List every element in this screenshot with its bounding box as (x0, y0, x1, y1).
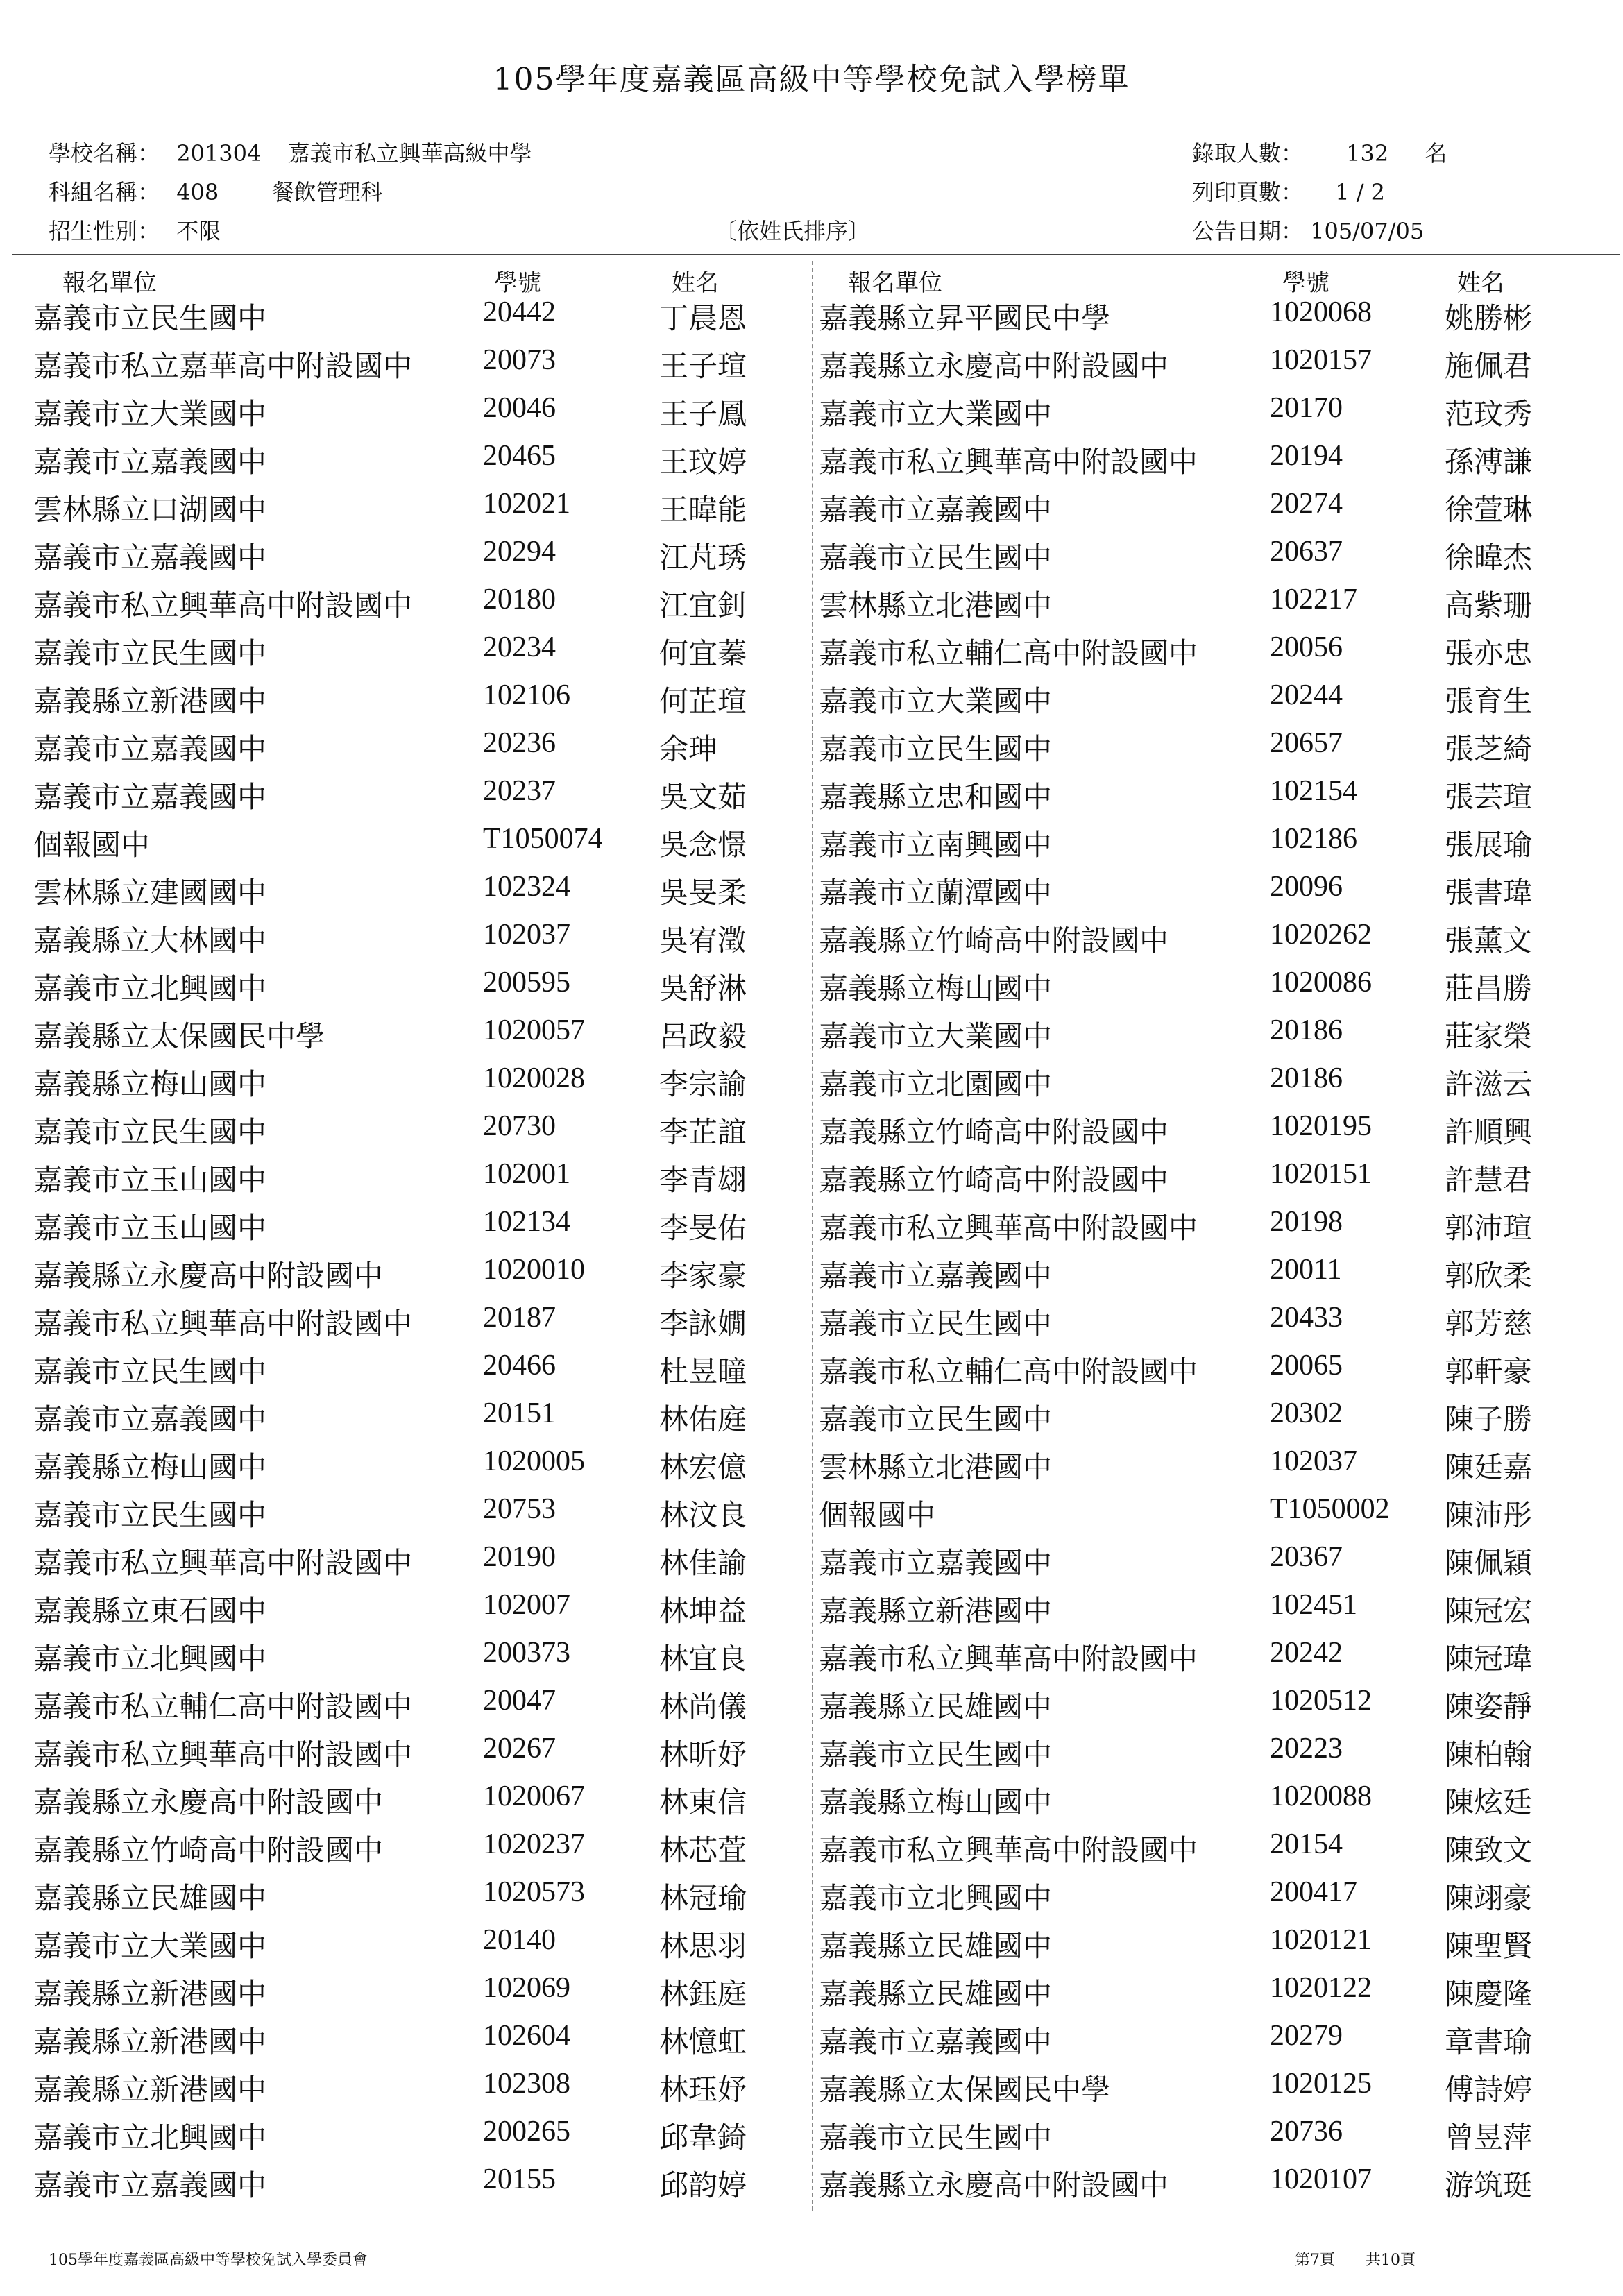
student-id: 20753 (483, 1493, 556, 1525)
school-unit: 嘉義縣立大林國中 (33, 924, 267, 958)
right-col-unit-header: 報名單位 (848, 269, 942, 297)
student-name: 林東信 (659, 1785, 747, 1819)
school-unit: 嘉義市私立興華高中附設國中 (819, 1642, 1198, 1676)
student-id: 20367 (1270, 1541, 1343, 1573)
right-col-id-header: 學號 (1282, 269, 1329, 297)
school-unit: 嘉義市立民生國中 (819, 1737, 1053, 1771)
student-id: 102021 (483, 488, 570, 520)
school-unit: 嘉義市立民生國中 (819, 1307, 1053, 1341)
dept-name: 餐飲管理科 (271, 179, 383, 205)
school-unit: 嘉義市立民生國中 (33, 1498, 267, 1532)
student-id: 20154 (1270, 1828, 1343, 1860)
student-name: 郭芳慈 (1445, 1307, 1533, 1341)
school-unit: 嘉義市立嘉義國中 (33, 2168, 267, 2202)
student-name: 杜昱瞳 (659, 1354, 747, 1388)
student-name: 陳子勝 (1445, 1402, 1533, 1436)
student-id: 102217 (1270, 584, 1357, 615)
student-name: 許順興 (1445, 1115, 1533, 1149)
student-name: 曾昱萍 (1445, 2120, 1533, 2154)
school-unit: 嘉義縣立竹崎高中附設國中 (819, 1163, 1169, 1197)
school-label: 學校名稱： (49, 140, 160, 167)
school-unit: 嘉義市私立輔仁高中附設國中 (819, 636, 1198, 670)
school-unit: 嘉義縣立東石國中 (33, 1594, 267, 1628)
student-id: 1020005 (483, 1445, 585, 1477)
student-name: 林汶良 (659, 1498, 747, 1532)
student-id: 200595 (483, 967, 570, 998)
student-id: 20194 (1270, 440, 1343, 472)
dept-info-row (49, 175, 382, 207)
student-id: 1020195 (1270, 1110, 1372, 1142)
date-value: 105/07/05 (1310, 218, 1425, 244)
student-name: 張芸瑄 (1445, 780, 1533, 814)
left-col-name-header: 姓名 (672, 269, 719, 297)
student-name: 江芃琇 (659, 541, 747, 575)
student-id: 20279 (1270, 2020, 1343, 2052)
student-id: 102106 (483, 679, 570, 711)
student-name: 姚勝彬 (1445, 301, 1533, 335)
footer-page: 第7頁 (1295, 2252, 1335, 2269)
school-unit: 嘉義縣立忠和國中 (819, 780, 1053, 814)
student-name: 吳旻柔 (659, 876, 747, 910)
student-name: 陳柏翰 (1445, 1737, 1533, 1771)
student-name: 范玟秀 (1445, 397, 1533, 431)
student-id: 20056 (1270, 631, 1343, 663)
student-id: 102007 (483, 1589, 570, 1621)
student-id: 20140 (483, 1924, 556, 1956)
student-name: 林冠瑜 (659, 1881, 747, 1915)
student-name: 林憶虹 (659, 2025, 747, 2059)
student-name: 游筑珽 (1445, 2168, 1533, 2202)
school-unit: 嘉義縣立新港國中 (33, 2073, 267, 2107)
student-name: 林珏妤 (659, 2073, 747, 2107)
school-unit: 嘉義市立民生國中 (819, 2120, 1053, 2154)
print-pages-row (1192, 175, 1385, 207)
school-unit: 嘉義市立嘉義國中 (819, 1259, 1053, 1293)
student-id: 20186 (1270, 1014, 1343, 1046)
footer-committee: 105學年度嘉義區高級中等學校免試入學委員會 (49, 2252, 368, 2269)
student-id: 20466 (483, 1350, 556, 1381)
student-name: 王子瑄 (659, 349, 747, 383)
student-name: 林昕妤 (659, 1737, 747, 1771)
student-id: 20187 (483, 1302, 556, 1334)
school-unit: 嘉義市立嘉義國中 (819, 1546, 1053, 1580)
student-id: 20442 (483, 296, 556, 328)
school-unit: 嘉義縣立太保國民中學 (819, 2073, 1111, 2107)
student-id: 20274 (1270, 488, 1343, 520)
student-id: 102069 (483, 1972, 570, 2004)
school-unit: 嘉義市立嘉義國中 (33, 732, 267, 766)
right-col-name-header: 姓名 (1457, 269, 1504, 297)
student-name: 林坤益 (659, 1594, 747, 1628)
student-name: 王子鳳 (659, 397, 747, 431)
school-unit: 嘉義縣立新港國中 (33, 2025, 267, 2059)
school-unit: 嘉義市私立興華高中附設國中 (33, 1546, 413, 1580)
school-unit: 嘉義縣立竹崎高中附設國中 (819, 1115, 1169, 1149)
student-name: 陳炫廷 (1445, 1785, 1533, 1819)
student-name: 林鈺庭 (659, 1977, 747, 2011)
school-unit: 嘉義縣立永慶高中附設國中 (33, 1785, 384, 1819)
student-name: 徐暐杰 (1445, 541, 1533, 575)
school-unit: 嘉義市立嘉義國中 (33, 1402, 267, 1436)
column-divider (812, 261, 813, 2211)
student-name: 許滋云 (1445, 1067, 1533, 1101)
student-name: 林思羽 (659, 1929, 747, 1963)
student-name: 李宗諭 (659, 1067, 747, 1101)
student-id: 20047 (483, 1685, 556, 1717)
school-unit: 嘉義市立大業國中 (819, 1019, 1053, 1053)
student-name: 郭欣柔 (1445, 1259, 1533, 1293)
print-label: 列印頁數： (1192, 179, 1304, 205)
student-id: 200373 (483, 1637, 570, 1669)
school-unit: 嘉義市立大業國中 (33, 397, 267, 431)
announce-date-row (1192, 214, 1424, 246)
student-name: 施佩君 (1445, 349, 1533, 383)
student-name: 張育生 (1445, 684, 1533, 718)
student-id: 1020125 (1270, 2068, 1372, 2100)
student-id: 1020122 (1270, 1972, 1372, 2004)
student-name: 丁晨恩 (659, 301, 747, 335)
student-id: 1020067 (483, 1780, 585, 1812)
student-id: 20186 (1270, 1062, 1343, 1094)
admit-unit: 名 (1425, 140, 1447, 167)
student-name: 張展瑜 (1445, 828, 1533, 862)
student-name: 王暐能 (659, 493, 747, 527)
left-col-unit-header: 報名單位 (62, 269, 157, 297)
student-id: 20730 (483, 1110, 556, 1142)
student-id: 20237 (483, 775, 556, 807)
school-unit: 嘉義市立北園國中 (819, 1067, 1053, 1101)
student-id: 20198 (1270, 1206, 1343, 1238)
student-id: 20170 (1270, 392, 1343, 424)
school-unit: 雲林縣立北港國中 (819, 588, 1053, 622)
left-col-id-header: 學號 (494, 269, 541, 297)
school-unit: 嘉義市私立嘉華高中附設國中 (33, 349, 413, 383)
page-title: 105學年度嘉義區高級中等學校免試入學榜單 (493, 62, 1130, 97)
student-name: 何芷瑄 (659, 684, 747, 718)
student-id: 20096 (1270, 871, 1343, 903)
student-name: 陳翊豪 (1445, 1881, 1533, 1915)
student-id: 20302 (1270, 1397, 1343, 1429)
student-name: 陳廷嘉 (1445, 1450, 1533, 1484)
student-id: 1020237 (483, 1828, 585, 1860)
school-unit: 嘉義縣立新港國中 (33, 1977, 267, 2011)
school-unit: 嘉義市立嘉義國中 (33, 780, 267, 814)
student-name: 林佳諭 (659, 1546, 747, 1580)
student-id: 20267 (483, 1733, 556, 1764)
student-id: 20294 (483, 536, 556, 568)
school-unit: 嘉義縣立竹崎高中附設國中 (33, 1833, 384, 1867)
student-id: 20180 (483, 584, 556, 615)
student-id: 102134 (483, 1206, 570, 1238)
school-unit: 嘉義縣立民雄國中 (819, 1977, 1053, 2011)
dept-code: 408 (176, 179, 219, 205)
student-id: 102604 (483, 2020, 570, 2052)
admit-label: 錄取人數： (1192, 140, 1304, 167)
student-id: 1020151 (1270, 1158, 1372, 1190)
student-name: 呂政毅 (659, 1019, 747, 1053)
school-unit: 嘉義縣立竹崎高中附設國中 (819, 924, 1169, 958)
student-id: 102324 (483, 871, 570, 903)
school-unit: 嘉義市立嘉義國中 (33, 541, 267, 575)
student-name: 張薰文 (1445, 924, 1533, 958)
school-unit: 嘉義縣立永慶高中附設國中 (33, 1259, 384, 1293)
school-unit: 嘉義市立大業國中 (33, 1929, 267, 1963)
school-unit: 嘉義市私立興華高中附設國中 (819, 445, 1198, 479)
school-unit: 嘉義市立民生國中 (33, 1354, 267, 1388)
student-name: 余珅 (659, 732, 718, 766)
gender-info-row (49, 214, 221, 246)
student-name: 吳舒淋 (659, 971, 747, 1005)
student-name: 郭軒豪 (1445, 1354, 1533, 1388)
student-name: 郭沛瑄 (1445, 1211, 1533, 1245)
student-id: 20046 (483, 392, 556, 424)
admit-count-row (1192, 136, 1447, 168)
school-unit: 嘉義市立嘉義國中 (33, 445, 267, 479)
student-id: 20657 (1270, 727, 1343, 759)
sort-note: 〔依姓氏排序〕 (715, 218, 871, 244)
student-id: 20433 (1270, 1302, 1343, 1334)
school-unit: 嘉義市立嘉義國中 (819, 2025, 1053, 2059)
school-name: 嘉義市私立興華高級中學 (287, 140, 532, 167)
student-id: 200265 (483, 2116, 570, 2148)
student-name: 李詠嫺 (659, 1307, 747, 1341)
school-unit: 嘉義縣立新港國中 (33, 684, 267, 718)
student-id: 102308 (483, 2068, 570, 2100)
student-id: 1020088 (1270, 1780, 1372, 1812)
school-unit: 嘉義市立北興國中 (33, 1642, 267, 1676)
school-unit: 嘉義縣立昇平國民中學 (819, 301, 1111, 335)
student-id: 1020086 (1270, 967, 1372, 998)
student-id: 20065 (1270, 1350, 1343, 1381)
student-name: 張亦忠 (1445, 636, 1533, 670)
school-unit: 嘉義市立玉山國中 (33, 1211, 267, 1245)
student-name: 高紫珊 (1445, 588, 1533, 622)
student-id: 20465 (483, 440, 556, 472)
student-name: 林宜良 (659, 1642, 747, 1676)
student-id: 102451 (1270, 1589, 1357, 1621)
school-unit: 嘉義市立民生國中 (33, 636, 267, 670)
student-id: 20190 (483, 1541, 556, 1573)
student-id: 1020512 (1270, 1685, 1372, 1717)
student-name: 章書瑜 (1445, 2025, 1533, 2059)
student-id: 1020107 (1270, 2163, 1372, 2195)
student-name: 江宜釗 (659, 588, 747, 622)
school-unit: 嘉義市立大業國中 (819, 397, 1053, 431)
student-name: 李青翃 (659, 1163, 747, 1197)
school-unit: 嘉義市立玉山國中 (33, 1163, 267, 1197)
school-unit: 嘉義市立民生國中 (819, 541, 1053, 575)
school-unit: 嘉義市立民生國中 (819, 732, 1053, 766)
student-name: 王玟婷 (659, 445, 747, 479)
student-id: 20736 (1270, 2116, 1343, 2148)
school-unit: 嘉義市私立輔仁高中附設國中 (819, 1354, 1198, 1388)
school-unit: 嘉義市立大業國中 (819, 684, 1053, 718)
student-id: 20155 (483, 2163, 556, 2195)
school-unit: 雲林縣立北港國中 (819, 1450, 1053, 1484)
student-id: 102154 (1270, 775, 1357, 807)
school-unit: 嘉義縣立民雄國中 (819, 1690, 1053, 1724)
student-id: 102186 (1270, 823, 1357, 855)
school-unit: 嘉義縣立梅山國中 (819, 1785, 1053, 1819)
student-name: 徐萱琳 (1445, 493, 1533, 527)
school-unit: 嘉義市立民生國中 (33, 301, 267, 335)
header-divider (12, 254, 1620, 255)
student-name: 吳宥澂 (659, 924, 747, 958)
student-name: 李旻佑 (659, 1211, 747, 1245)
school-unit: 嘉義市立北興國中 (819, 1881, 1053, 1915)
school-unit: 嘉義市立北興國中 (33, 971, 267, 1005)
student-name: 邱韵婷 (659, 2168, 747, 2202)
school-unit: 嘉義市私立興華高中附設國中 (33, 1307, 413, 1341)
footer-total: 共10頁 (1366, 2252, 1416, 2269)
student-name: 何宜蓁 (659, 636, 747, 670)
student-id: 20244 (1270, 679, 1343, 711)
school-unit: 嘉義縣立永慶高中附設國中 (819, 349, 1169, 383)
student-name: 陳沛彤 (1445, 1498, 1533, 1532)
student-name: 吳文茹 (659, 780, 747, 814)
student-name: 陳慶隆 (1445, 1977, 1533, 2011)
student-id: 20151 (483, 1397, 556, 1429)
school-unit: 嘉義縣立新港國中 (819, 1594, 1053, 1628)
student-id: 1020157 (1270, 344, 1372, 376)
student-name: 陳致文 (1445, 1833, 1533, 1867)
date-label: 公告日期： (1192, 218, 1304, 244)
student-id: 1020010 (483, 1254, 585, 1286)
school-unit: 嘉義市立民生國中 (819, 1402, 1053, 1436)
student-id: 102037 (483, 919, 570, 951)
school-unit: 嘉義縣立民雄國中 (33, 1881, 267, 1915)
school-unit: 嘉義市私立興華高中附設國中 (33, 588, 413, 622)
student-id: 20234 (483, 631, 556, 663)
student-name: 陳姿靜 (1445, 1690, 1533, 1724)
student-id: 1020028 (483, 1062, 585, 1094)
gender-label: 招生性別： (49, 218, 160, 244)
school-unit: 雲林縣立口湖國中 (33, 493, 267, 527)
student-name: 陳冠宏 (1445, 1594, 1533, 1628)
school-unit: 嘉義市立北興國中 (33, 2120, 267, 2154)
student-name: 吳念憬 (659, 828, 747, 862)
school-unit: 嘉義縣立梅山國中 (819, 971, 1053, 1005)
school-unit: 個報國中 (819, 1498, 936, 1532)
student-id: 20011 (1270, 1254, 1342, 1286)
student-name: 莊家榮 (1445, 1019, 1533, 1053)
school-unit: 個報國中 (33, 828, 151, 862)
student-id: 1020262 (1270, 919, 1372, 951)
student-name: 李家豪 (659, 1259, 747, 1293)
student-name: 許慧君 (1445, 1163, 1533, 1197)
school-unit: 嘉義縣立民雄國中 (819, 1929, 1053, 1963)
student-name: 張芝綺 (1445, 732, 1533, 766)
school-code: 201304 (176, 140, 262, 167)
school-info-row (49, 136, 532, 168)
school-unit: 嘉義市立蘭潭國中 (819, 876, 1053, 910)
student-name: 陳聖賢 (1445, 1929, 1533, 1963)
student-id: 1020068 (1270, 296, 1372, 328)
student-name: 張書瑋 (1445, 876, 1533, 910)
student-id: 1020057 (483, 1014, 585, 1046)
student-id: 20073 (483, 344, 556, 376)
dept-label: 科組名稱： (49, 179, 160, 205)
student-id: 20637 (1270, 536, 1343, 568)
school-unit: 嘉義市私立興華高中附設國中 (33, 1737, 413, 1771)
school-unit: 嘉義縣立太保國民中學 (33, 1019, 325, 1053)
student-name: 孫溥謙 (1445, 445, 1533, 479)
school-unit: 雲林縣立建國國中 (33, 876, 267, 910)
student-id: T1050002 (1270, 1493, 1390, 1525)
student-id: T1050074 (483, 823, 603, 855)
student-id: 20242 (1270, 1637, 1343, 1669)
student-name: 邱韋錡 (659, 2120, 747, 2154)
school-unit: 嘉義市立嘉義國中 (819, 493, 1053, 527)
student-id: 200417 (1270, 1876, 1357, 1908)
school-unit: 嘉義縣立永慶高中附設國中 (819, 2168, 1169, 2202)
student-name: 莊昌勝 (1445, 971, 1533, 1005)
admit-value: 132 (1346, 140, 1389, 167)
student-name: 林宏億 (659, 1450, 747, 1484)
student-id: 20223 (1270, 1733, 1343, 1764)
school-unit: 嘉義縣立梅山國中 (33, 1067, 267, 1101)
school-unit: 嘉義市私立興華高中附設國中 (819, 1211, 1198, 1245)
school-unit: 嘉義市立民生國中 (33, 1115, 267, 1149)
school-unit: 嘉義市私立興華高中附設國中 (819, 1833, 1198, 1867)
student-name: 林佑庭 (659, 1402, 747, 1436)
student-id: 102001 (483, 1158, 570, 1190)
school-unit: 嘉義縣立梅山國中 (33, 1450, 267, 1484)
student-name: 林芯萓 (659, 1833, 747, 1867)
student-id: 20236 (483, 727, 556, 759)
school-unit: 嘉義市立南興國中 (819, 828, 1053, 862)
print-value: 1 / 2 (1335, 179, 1386, 205)
student-name: 傅詩婷 (1445, 2073, 1533, 2107)
student-id: 102037 (1270, 1445, 1357, 1477)
student-id: 1020121 (1270, 1924, 1372, 1956)
student-id: 1020573 (483, 1876, 585, 1908)
student-name: 陳佩穎 (1445, 1546, 1533, 1580)
gender-value: 不限 (176, 218, 221, 244)
school-unit: 嘉義市私立輔仁高中附設國中 (33, 1690, 413, 1724)
student-name: 陳冠瑋 (1445, 1642, 1533, 1676)
student-name: 李芷誼 (659, 1115, 747, 1149)
student-name: 林尚儀 (659, 1690, 747, 1724)
